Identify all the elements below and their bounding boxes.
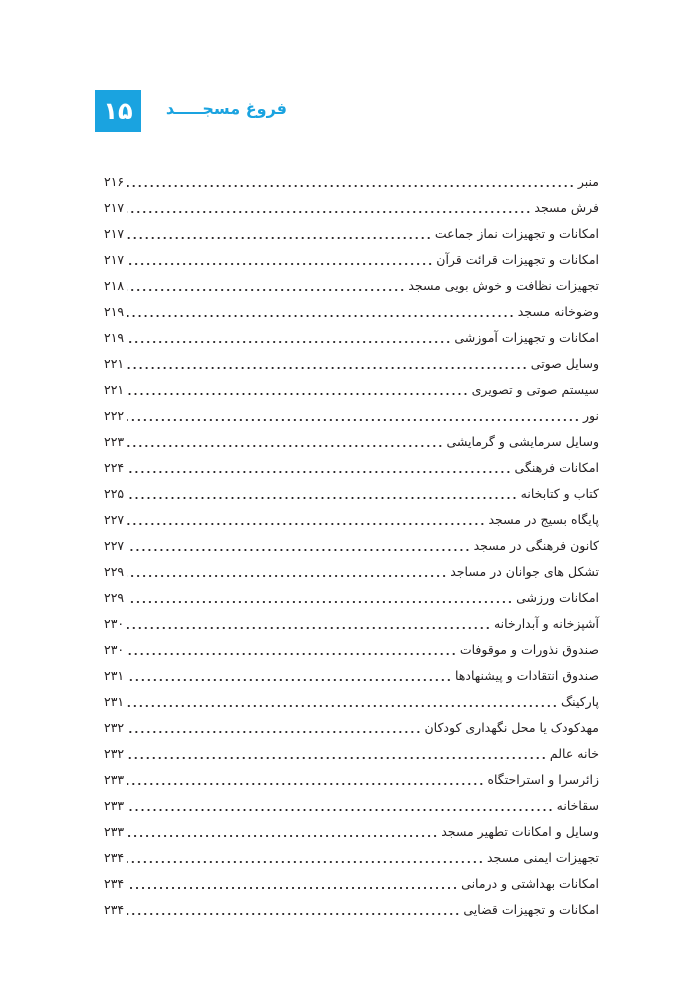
dot-leader (127, 721, 421, 734)
toc-entry-page: ۲۲۱ (104, 355, 125, 371)
dot-leader (127, 409, 580, 422)
toc-entry (104, 636, 599, 662)
toc-entry-page: ۲۳۱ (104, 693, 125, 709)
toc-entry (104, 662, 599, 688)
toc-entry-page: ۲۳۴ (104, 901, 125, 917)
dot-leader (127, 253, 433, 266)
toc-entry-title: منبر (577, 173, 599, 189)
dot-leader (127, 539, 470, 552)
toc-entry-page: ۲۱۷ (104, 225, 125, 241)
toc-entry (104, 220, 599, 246)
toc-entry (104, 558, 599, 584)
dot-leader (127, 747, 547, 760)
toc-entry-title: فرش مسجد (534, 199, 599, 215)
table-of-contents (104, 168, 599, 922)
toc-entry (104, 350, 599, 376)
dot-leader (127, 773, 484, 786)
toc-entry-title: تجهیزات نظافت و خوش بویی مسجد (408, 277, 599, 293)
toc-entry-title: امکانات و تجهیزات قضایی (463, 901, 599, 917)
dot-leader (127, 903, 460, 916)
toc-entry-page: ۲۱۷ (104, 251, 125, 267)
toc-entry-title: نور (583, 407, 599, 423)
dot-leader (127, 383, 468, 396)
dot-leader (127, 877, 458, 890)
toc-entry-page: ۲۱۸ (104, 277, 125, 293)
toc-entry-page: ۲۱۷ (104, 199, 125, 215)
page-header (95, 90, 315, 132)
toc-entry-page: ۲۳۲ (104, 719, 125, 735)
toc-entry-title: امکانات ورزشی (516, 589, 599, 605)
toc-entry-page: ۲۲۴ (104, 459, 125, 475)
page-number: ۱۵ (95, 90, 141, 132)
dot-leader (127, 643, 457, 656)
dot-leader (127, 357, 528, 370)
dot-leader (127, 461, 511, 474)
toc-entry-title: مهدکودک یا محل نگهداری کودکان (424, 719, 599, 735)
toc-entry-page: ۲۲۵ (104, 485, 125, 501)
toc-entry-title: وسایل و امکانات تطهیر مسجد (441, 823, 599, 839)
dot-leader (127, 201, 531, 214)
dot-leader (127, 565, 447, 578)
toc-entry (104, 480, 599, 506)
toc-entry-title: زائرسرا و استراحتگاه (487, 771, 599, 787)
dot-leader (127, 513, 485, 526)
toc-entry-page: ۲۱۹ (104, 329, 125, 345)
toc-entry-title: کانون فرهنگی در مسجد (473, 537, 599, 553)
toc-entry-page: ۲۲۷ (104, 537, 125, 553)
toc-entry-page: ۲۳۲ (104, 745, 125, 761)
toc-entry-title: امکانات و تجهیزات آموزشی (454, 329, 599, 345)
toc-entry (104, 584, 599, 610)
toc-entry (104, 454, 599, 480)
toc-entry (104, 168, 599, 194)
toc-entry-page: ۲۲۹ (104, 563, 125, 579)
toc-entry-page: ۲۳۱ (104, 667, 125, 683)
toc-entry (104, 194, 599, 220)
toc-entry (104, 844, 599, 870)
toc-entry (104, 272, 599, 298)
toc-entry (104, 740, 599, 766)
toc-entry-title: امکانات و تجهیزات نماز جماعت (434, 225, 599, 241)
toc-entry-page: ۲۲۹ (104, 589, 125, 605)
dot-leader (127, 591, 513, 604)
toc-entry-page: ۲۱۹ (104, 303, 125, 319)
toc-entry (104, 688, 599, 714)
toc-entry-page: ۲۳۰ (104, 615, 125, 631)
toc-entry-title: صندوق نذورات و موقوفات (459, 641, 599, 657)
toc-entry (104, 896, 599, 922)
toc-entry-page: ۲۳۴ (104, 849, 125, 865)
toc-entry-title: کتاب و کتابخانه (520, 485, 599, 501)
toc-entry-title: تجهیزات ایمنی مسجد (486, 849, 599, 865)
dot-leader (127, 487, 517, 500)
toc-entry (104, 402, 599, 428)
toc-entry (104, 532, 599, 558)
toc-entry (104, 714, 599, 740)
toc-entry (104, 610, 599, 636)
dot-leader (127, 331, 451, 344)
dot-leader (127, 227, 432, 240)
toc-entry-page: ۲۳۳ (104, 771, 125, 787)
dot-leader (127, 305, 515, 318)
toc-entry-page: ۲۱۶ (104, 173, 125, 189)
toc-entry-title: صندوق انتقادات و پیشنهادها (454, 667, 599, 683)
toc-entry-title: آشپزخانه و آبدارخانه (493, 615, 599, 631)
toc-entry-title: پایگاه بسیج در مسجد (488, 511, 599, 527)
toc-entry (104, 246, 599, 272)
toc-entry-page: ۲۳۴ (104, 875, 125, 891)
running-title: فروغ مسجـــــد (165, 99, 287, 118)
dot-leader (127, 435, 443, 448)
toc-entry-page: ۲۲۳ (104, 433, 125, 449)
dot-leader (127, 799, 554, 812)
toc-entry (104, 376, 599, 402)
toc-entry (104, 298, 599, 324)
toc-entry-title: خانه عالم (549, 745, 599, 761)
toc-entry-title: امکانات فرهنگی (514, 459, 599, 475)
dot-leader (127, 617, 491, 630)
toc-entry-title: سیستم صوتی و تصویری (471, 381, 599, 397)
dot-leader (127, 851, 484, 864)
toc-entry (104, 506, 599, 532)
toc-entry (104, 818, 599, 844)
toc-entry (104, 870, 599, 896)
toc-entry-title: امکانات بهداشتی و درمانی (461, 875, 599, 891)
toc-entry-page: ۲۲۷ (104, 511, 125, 527)
toc-entry-page: ۲۲۱ (104, 381, 125, 397)
dot-leader (127, 669, 452, 682)
toc-entry-title: وسایل سرمایشی و گرمایشی (446, 433, 599, 449)
toc-entry (104, 792, 599, 818)
dot-leader (127, 279, 405, 292)
toc-entry-title: وسایل صوتی (530, 355, 599, 371)
toc-entry (104, 766, 599, 792)
toc-entry-page: ۲۳۳ (104, 797, 125, 813)
dot-leader (127, 175, 575, 188)
toc-entry-title: سقاخانه (556, 797, 599, 813)
toc-entry-page: ۲۳۳ (104, 823, 125, 839)
toc-entry-title: تشکل های جوانان در مساجد (450, 563, 599, 579)
toc-entry-title: وضوخانه مسجد (517, 303, 599, 319)
dot-leader (127, 825, 438, 838)
toc-entry-page: ۲۲۲ (104, 407, 125, 423)
toc-entry (104, 324, 599, 350)
toc-entry-page: ۲۳۰ (104, 641, 125, 657)
toc-entry (104, 428, 599, 454)
dot-leader (127, 695, 558, 708)
toc-entry-title: پارکینگ (560, 693, 599, 709)
toc-entry-title: امکانات و تجهیزات قرائت قرآن (436, 251, 599, 267)
